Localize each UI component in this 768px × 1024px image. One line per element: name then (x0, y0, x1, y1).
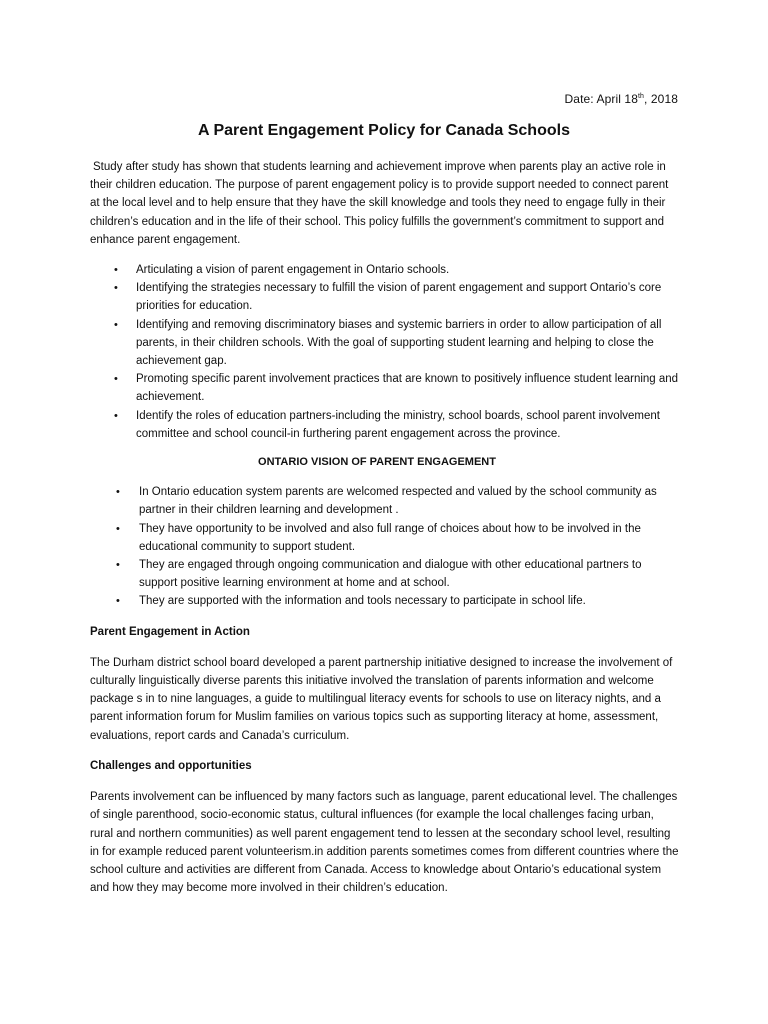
challenges-paragraph: Parents involvement can be influenced by many factors such as language, parent educational level. The challenges of single parenthood, socio-economic status, cultural influences (for example the local challenges facing urban, rural and northern communities) as well parent engagement tend to lessen at the secondary school level, resulting in for example reduced parent volunteerism.in addition parents sometimes comes from different countries where the school culture and activities are different from Canada. Access to knowledge about Ontario’s educational system and how they may become more involved in their children’s education. (90, 791, 679, 895)
date-superscript: th (637, 93, 645, 100)
document-title: A Parent Engagement Policy for Canada Schools (198, 122, 570, 139)
list-item-text: Identifying and removing discriminatory biases and systemic barriers in order to allow participation of all parents, in their children schools. With the goal of supporting student learning and helping to close the achievement gap. (136, 318, 662, 368)
date-prefix: Date: April 18 (564, 92, 638, 106)
list-item-text: They are engaged through ongoing communication and dialogue with other educational partners to support positive learning environment at home and at school. (139, 559, 642, 590)
bullet-icon: • (114, 373, 118, 386)
list-item-text: Identify the roles of education partners-including the ministry, school boards, school parent involvement committee and school council-in furthering parent engagement across the province. (136, 409, 660, 440)
vision-list (90, 483, 680, 610)
bullet-icon: • (114, 409, 118, 422)
bullet-icon: • (116, 595, 120, 608)
list-item-text: They are supported with the information and tools necessary to participate in school life. (139, 595, 586, 608)
list-item-text: Articulating a vision of parent engagement in Ontario schools. (136, 264, 450, 277)
list-item-text: Promoting specific parent involvement practices that are known to positively influence student learning and achievement. (136, 373, 679, 404)
list-item (90, 261, 680, 279)
list-item (90, 370, 680, 406)
action-paragraph: The Durham district school board developed a parent partnership initiative designed to increase the involvement of culturally linguistically diverse parents this initiative involved the translation of parents information and welcome package s in to nine languages, a guide to multilingual literacy events for schools to use on literacy nights, and a parent information forum for Muslim families on various topics such as supporting literacy at home, assessment, evaluations, report cards and Canada’s curriculum. (90, 656, 673, 742)
document-body (90, 158, 680, 909)
bullet-icon: • (116, 486, 120, 499)
intro-paragraph: Study after study has shown that students learning and achievement improve when parents play an active role in their children education. The purpose of parent engagement policy is to provide support needed to connect parent at the local level and to help ensure that they have the skill knowledge and tools they need to engage fully in their children’s education and in the life of their school. This policy fulfills the government’s commitment to support and enhance parent engagement. (90, 161, 669, 246)
action-heading: Parent Engagement in Action (90, 625, 250, 638)
bullet-icon: • (116, 559, 120, 572)
list-item (90, 279, 680, 315)
bullet-icon: • (114, 318, 118, 331)
list-item-text: Identifying the strategies necessary to fulfill the vision of parent engagement and support Ontario’s core priorities for education. (136, 282, 662, 313)
list-item (90, 407, 680, 443)
bullet-icon: • (114, 282, 118, 295)
bullet-icon: • (114, 264, 118, 277)
list-item (90, 592, 680, 610)
list-item (90, 316, 680, 371)
document-date (565, 92, 678, 106)
date-suffix: , 2018 (644, 92, 678, 106)
challenges-heading: Challenges and opportunities (90, 759, 252, 772)
list-item-text: In Ontario education system parents are welcomed respected and valued by the school community as partner in their children learning and development . (139, 486, 657, 517)
list-item (90, 483, 680, 519)
vision-heading: ONTARIO VISION OF PARENT ENGAGEMENT (258, 456, 496, 469)
goals-list (90, 261, 680, 443)
list-item-text: They have opportunity to be involved and also full range of choices about how to be involved in the educational community to support student. (139, 522, 641, 553)
list-item (90, 520, 680, 556)
bullet-icon: • (116, 522, 120, 535)
list-item (90, 556, 680, 592)
